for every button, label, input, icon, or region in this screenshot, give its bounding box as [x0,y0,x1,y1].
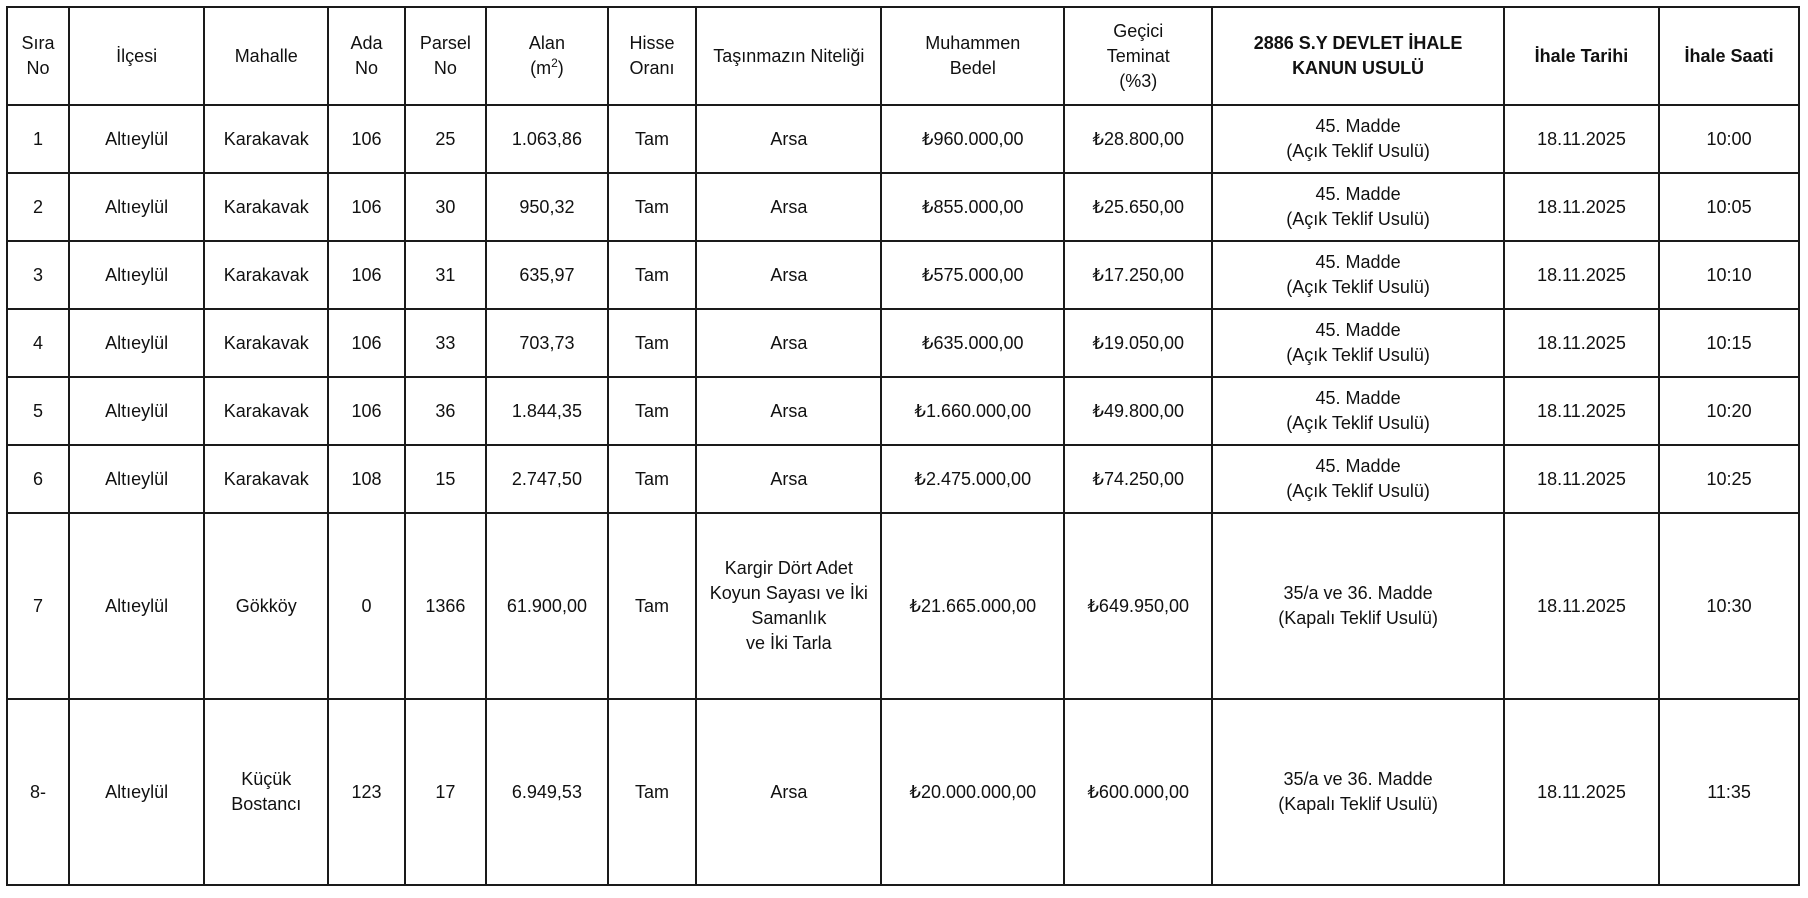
cell-muhammen: ₺20.000.000,00 [881,699,1064,885]
cell-kanun: 45. Madde (Açık Teklif Usulü) [1212,241,1503,309]
cell-mahalle: Karakavak [204,377,328,445]
header-saat: İhale Saati [1659,7,1799,105]
cell-kanun: 45. Madde (Açık Teklif Usulü) [1212,309,1503,377]
cell-nitelik: Arsa [696,699,881,885]
cell-alan: 61.900,00 [486,513,608,699]
cell-ada: 106 [328,173,404,241]
cell-teminat: ₺649.950,00 [1064,513,1212,699]
cell-ada: 106 [328,241,404,309]
header-row [7,7,1799,105]
auction-document [6,6,1800,890]
cell-kanun: 45. Madde (Açık Teklif Usulü) [1212,377,1503,445]
table-row [7,445,1799,513]
cell-kanun: 35/a ve 36. Madde (Kapalı Teklif Usulü) [1212,699,1503,885]
cell-tarih: 18.11.2025 [1504,445,1659,513]
cell-sira: 7 [7,513,69,699]
cell-parsel: 15 [405,445,486,513]
cell-parsel: 31 [405,241,486,309]
cell-hisse: Tam [608,699,696,885]
cell-ada: 106 [328,377,404,445]
cell-ilcesi: Altıeylül [69,513,204,699]
cell-ilcesi: Altıeylül [69,241,204,309]
cell-mahalle: Karakavak [204,445,328,513]
cell-sira: 3 [7,241,69,309]
cell-muhammen: ₺575.000,00 [881,241,1064,309]
header-mahalle: Mahalle [204,7,328,105]
cell-mahalle: Karakavak [204,309,328,377]
cell-teminat: ₺19.050,00 [1064,309,1212,377]
cell-saat: 10:05 [1659,173,1799,241]
auction-table [6,6,1800,886]
cell-nitelik: Arsa [696,241,881,309]
cell-alan: 1.844,35 [486,377,608,445]
table-row [7,513,1799,699]
cell-tarih: 18.11.2025 [1504,699,1659,885]
cell-nitelik: Arsa [696,445,881,513]
cell-ilcesi: Altıeylül [69,309,204,377]
cell-ada: 123 [328,699,404,885]
cell-muhammen: ₺21.665.000,00 [881,513,1064,699]
cell-alan: 635,97 [486,241,608,309]
header-ada: Ada No [328,7,404,105]
header-muhammen: Muhammen Bedel [881,7,1064,105]
cell-alan: 703,73 [486,309,608,377]
cell-alan: 1.063,86 [486,105,608,173]
table-row [7,105,1799,173]
header-teminat: Geçici Teminat (%3) [1064,7,1212,105]
cell-muhammen: ₺855.000,00 [881,173,1064,241]
cell-mahalle: Küçük Bostancı [204,699,328,885]
cell-nitelik: Kargir Dört Adet Koyun Sayası ve İki Samanlık ve İki Tarla [696,513,881,699]
cell-mahalle: Gökköy [204,513,328,699]
cell-nitelik: Arsa [696,105,881,173]
cell-saat: 10:10 [1659,241,1799,309]
cell-hisse: Tam [608,445,696,513]
header-ilcesi: İlçesi [69,7,204,105]
cell-nitelik: Arsa [696,173,881,241]
cell-alan: 950,32 [486,173,608,241]
table-row [7,377,1799,445]
cell-nitelik: Arsa [696,309,881,377]
header-parsel: Parsel No [405,7,486,105]
cell-teminat: ₺17.250,00 [1064,241,1212,309]
cell-tarih: 18.11.2025 [1504,513,1659,699]
cell-hisse: Tam [608,105,696,173]
cell-saat: 10:30 [1659,513,1799,699]
cell-parsel: 36 [405,377,486,445]
table-row [7,699,1799,885]
header-kanun: 2886 S.Y DEVLET İHALE KANUN USULÜ [1212,7,1503,105]
cell-muhammen: ₺1.660.000,00 [881,377,1064,445]
cell-tarih: 18.11.2025 [1504,377,1659,445]
cell-sira: 6 [7,445,69,513]
cell-ilcesi: Altıeylül [69,699,204,885]
header-alan-sup: 2 [551,56,558,70]
cell-parsel: 25 [405,105,486,173]
cell-tarih: 18.11.2025 [1504,241,1659,309]
cell-saat: 10:15 [1659,309,1799,377]
cell-teminat: ₺49.800,00 [1064,377,1212,445]
cell-alan: 6.949,53 [486,699,608,885]
cell-ilcesi: Altıeylül [69,445,204,513]
cell-teminat: ₺74.250,00 [1064,445,1212,513]
cell-sira: 5 [7,377,69,445]
table-body [7,105,1799,885]
cell-hisse: Tam [608,309,696,377]
cell-ada: 108 [328,445,404,513]
header-sira: Sıra No [7,7,69,105]
header-hisse: Hisse Oranı [608,7,696,105]
cell-mahalle: Karakavak [204,173,328,241]
cell-teminat: ₺28.800,00 [1064,105,1212,173]
cell-tarih: 18.11.2025 [1504,105,1659,173]
cell-ada: 0 [328,513,404,699]
header-nitelik: Taşınmazın Niteliği [696,7,881,105]
cell-hisse: Tam [608,241,696,309]
cell-parsel: 17 [405,699,486,885]
cell-tarih: 18.11.2025 [1504,173,1659,241]
header-alan-text: Alan (m [528,33,565,78]
cell-muhammen: ₺2.475.000,00 [881,445,1064,513]
cell-ilcesi: Altıeylül [69,173,204,241]
cell-mahalle: Karakavak [204,241,328,309]
cell-tarih: 18.11.2025 [1504,309,1659,377]
cell-saat: 11:35 [1659,699,1799,885]
cell-sira: 2 [7,173,69,241]
cell-muhammen: ₺960.000,00 [881,105,1064,173]
cell-ilcesi: Altıeylül [69,105,204,173]
cell-mahalle: Karakavak [204,105,328,173]
cell-hisse: Tam [608,513,696,699]
cell-hisse: Tam [608,173,696,241]
cell-muhammen: ₺635.000,00 [881,309,1064,377]
table-row [7,241,1799,309]
cell-kanun: 45. Madde (Açık Teklif Usulü) [1212,445,1503,513]
cell-parsel: 33 [405,309,486,377]
cell-ada: 106 [328,309,404,377]
cell-ada: 106 [328,105,404,173]
header-alan-close: ) [557,58,564,78]
cell-hisse: Tam [608,377,696,445]
cell-ilcesi: Altıeylül [69,377,204,445]
header-alan [486,7,608,105]
cell-saat: 10:20 [1659,377,1799,445]
cell-sira: 4 [7,309,69,377]
cell-parsel: 1366 [405,513,486,699]
cell-kanun: 45. Madde (Açık Teklif Usulü) [1212,173,1503,241]
cell-nitelik: Arsa [696,377,881,445]
table-row [7,173,1799,241]
cell-alan: 2.747,50 [486,445,608,513]
cell-saat: 10:00 [1659,105,1799,173]
header-tarih: İhale Tarihi [1504,7,1659,105]
table-row [7,309,1799,377]
cell-teminat: ₺25.650,00 [1064,173,1212,241]
cell-sira: 1 [7,105,69,173]
cell-kanun: 35/a ve 36. Madde (Kapalı Teklif Usulü) [1212,513,1503,699]
cell-saat: 10:25 [1659,445,1799,513]
cell-kanun: 45. Madde (Açık Teklif Usulü) [1212,105,1503,173]
cell-parsel: 30 [405,173,486,241]
cell-teminat: ₺600.000,00 [1064,699,1212,885]
cell-sira: 8- [7,699,69,885]
